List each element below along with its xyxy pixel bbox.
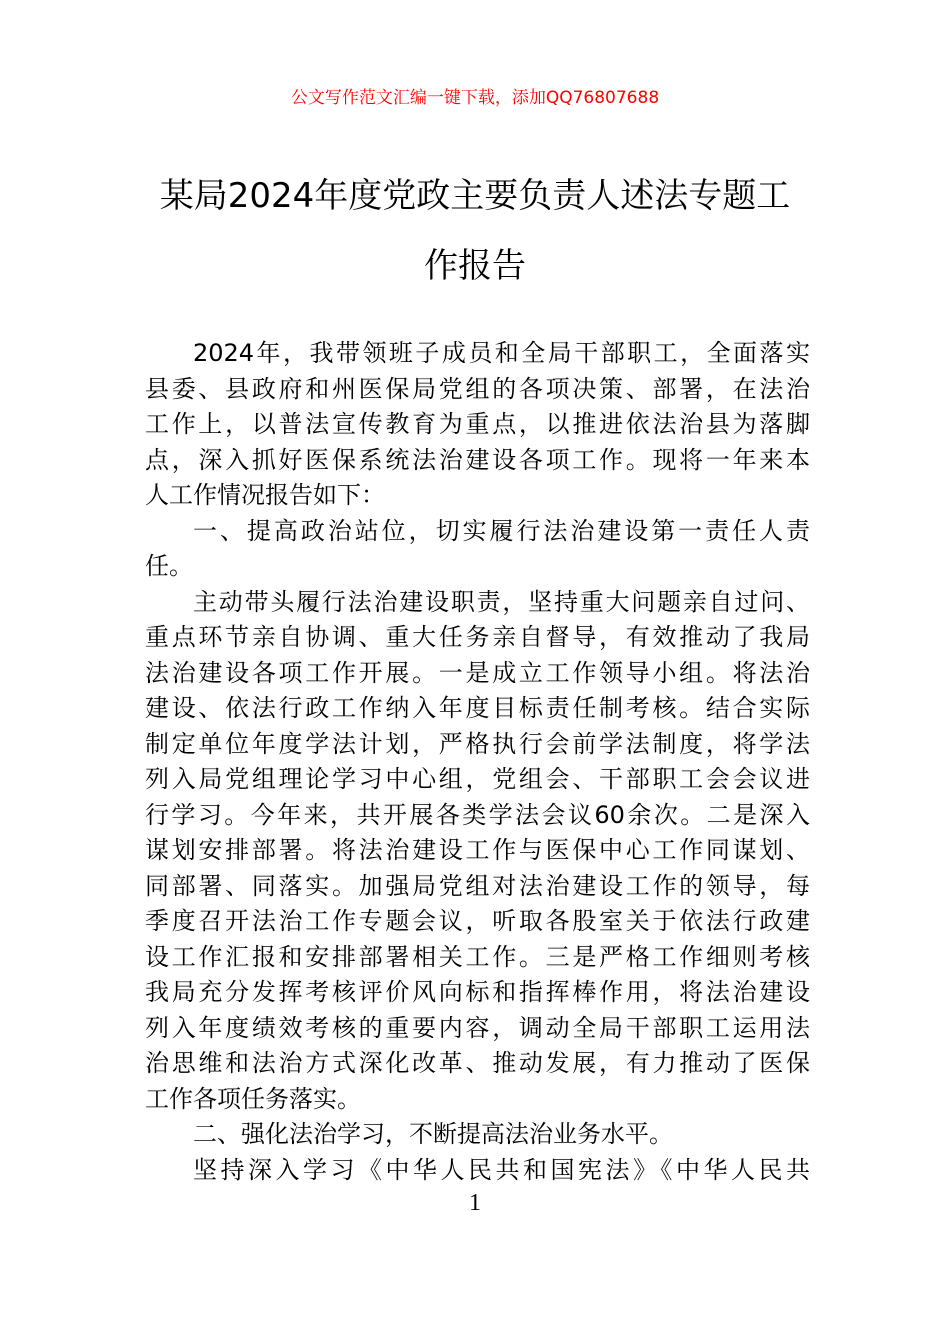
- paragraph-line: 建设、依法行政工作纳入年度目标责任制考核。结合实际: [145, 694, 810, 722]
- document-title-line-1: 某局2024年度党政主要负责人述法专题工: [159, 176, 791, 216]
- paragraph-line: 谋划安排部署。将法治建设工作与医保中心工作同谋划、: [145, 836, 810, 864]
- paragraph-line: 同部署、同落实。加强局党组对法治建设工作的领导，每: [145, 871, 810, 900]
- paragraph-line: 坚持深入学习《中华人民共和国宪法》《中华人民共: [193, 1155, 810, 1184]
- paragraph-line: 人工作情况报告如下：: [145, 481, 385, 509]
- paragraph-line: 列入年度绩效考核的重要内容，调动全局干部职工运用法: [145, 1013, 810, 1042]
- section-heading-line: 任。: [145, 552, 193, 580]
- paragraph-line: 列入局党组理论学习中心组，党组会、干部职工会会议进: [145, 765, 810, 793]
- paragraph-line: 工作上，以普法宣传教育为重点，以推进依法治县为落脚: [145, 410, 810, 438]
- paragraph-line: 我局充分发挥考核评价风向标和指挥棒作用，将法治建设: [145, 978, 810, 1006]
- page-number: 1: [469, 1190, 481, 1216]
- paragraph-line: 重点环节亲自协调、重大任务亲自督导，有效推动了我局: [145, 623, 810, 651]
- paragraph-line: 治思维和法治方式深化改革、推动发展，有力推动了医保: [145, 1049, 810, 1077]
- paragraph-line: 县委、县政府和州医保局党组的各项决策、部署，在法治: [145, 374, 810, 403]
- paragraph-line: 法治建设各项工作开展。一是成立工作领导小组。将法治: [145, 658, 810, 687]
- section-heading-line: 二、强化法治学习，不断提高法治业务水平。: [193, 1120, 673, 1148]
- paragraph-line: 点，深入抓好医保系统法治建设各项工作。现将一年来本: [145, 445, 810, 474]
- download-notice: 公文写作范文汇编一键下载，添加QQ76807688: [290, 88, 660, 108]
- paragraph-line: 季度召开法治工作专题会议，听取各股室关于依法行政建: [145, 907, 810, 935]
- section-heading-line: 一、提高政治站位，切实履行法治建设第一责任人责: [193, 516, 810, 545]
- document-title-line-2: 作报告: [424, 246, 526, 286]
- paragraph-line: 工作各项任务落实。: [145, 1084, 361, 1113]
- paragraph-line: 主动带头履行法治建设职责，坚持重大问题亲自过问、: [193, 587, 810, 616]
- document-body: [145, 336, 810, 1188]
- paragraph-line: 制定单位年度学法计划，严格执行会前学法制度，将学法: [145, 729, 810, 758]
- paragraph-line: 2024年，我带领班子成员和全局干部职工，全面落实: [193, 339, 810, 367]
- paragraph-line: 行学习。今年来，共开展各类学法会议60余次。二是深入: [145, 800, 810, 829]
- paragraph-line: 设工作汇报和安排部署相关工作。三是严格工作细则考核: [145, 942, 810, 971]
